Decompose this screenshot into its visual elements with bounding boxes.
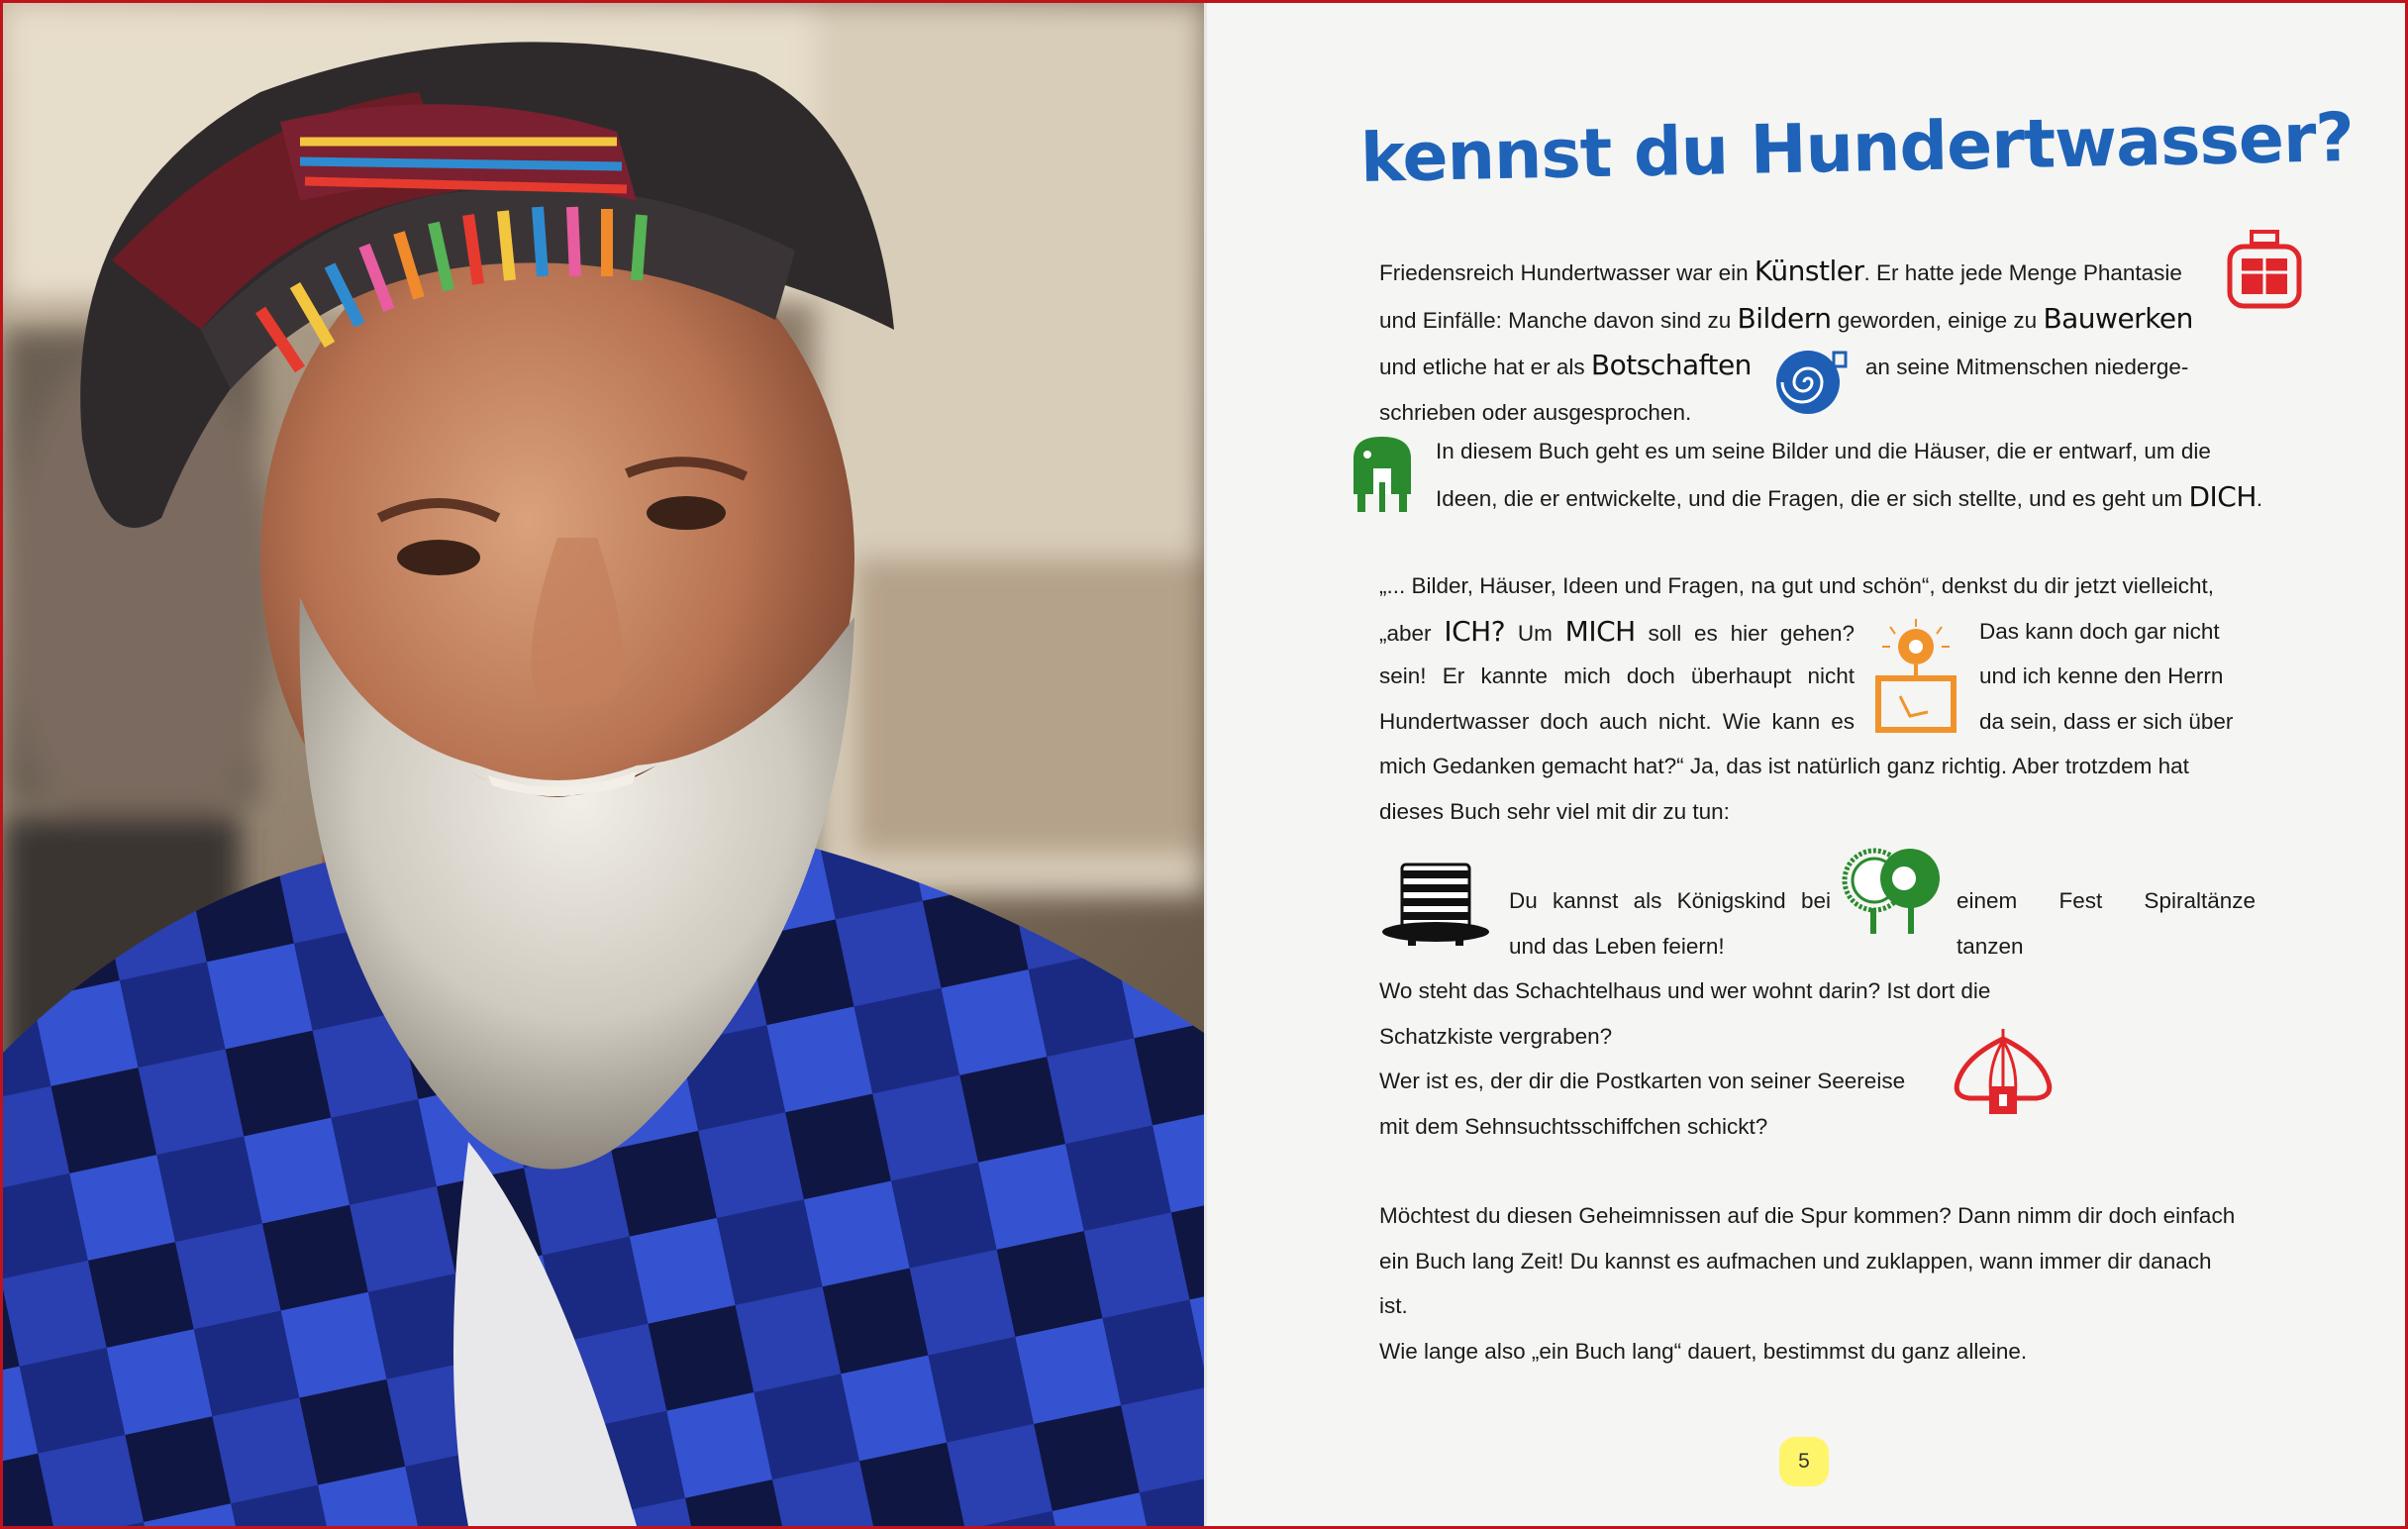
text-line	[1379, 609, 2246, 655]
secrets-paragraph	[1379, 878, 2256, 1149]
text-line: „... Bilder, Häuser, Ideen und Fragen, na gut und schön“, denkst du dir jetzt vielleicht,	[1379, 573, 2214, 598]
highlight-word: Bildern	[1737, 301, 1832, 335]
text-segment: Das kann doch gar nicht	[1979, 618, 2220, 644]
text-line	[1436, 474, 2307, 522]
text-line: Möchtest du diesen Geheimnissen auf die Spur kommen? Dann nimm dir doch einfach	[1379, 1203, 2236, 1228]
page-number: 5	[1779, 1437, 1829, 1486]
highlight-word: Bauwerken	[2043, 301, 2193, 335]
text-line: dieses Buch sehr viel mit dir zu tun:	[1379, 798, 1730, 824]
page-title: kennst du Hundertwasser?	[1359, 99, 2355, 198]
text-segment: Friedensreich Hundertwasser war ein	[1379, 260, 1755, 285]
highlight-word: DICH	[2188, 479, 2257, 513]
intro-paragraph	[1379, 249, 2246, 435]
text-line: Wie lange also „ein Buch lang“ dauert, bestimmst du ganz alleine.	[1379, 1338, 2028, 1364]
text-segment: Ideen, die er entwickelte, und die Fragen, die er sich stellte, und es geht um	[1436, 485, 2189, 511]
right-page	[1207, 3, 2405, 1526]
text-line: Schatzkiste vergraben?	[1379, 1023, 1613, 1049]
text-line	[1379, 654, 2246, 699]
question-paragraph	[1379, 563, 2246, 834]
text-line: In diesem Buch geht es um seine Bilder und die Häuser, die er entwarf, um die	[1436, 439, 2211, 463]
text-segment: an seine Mitmenschen niederge-	[1864, 355, 2189, 379]
closing-paragraph	[1379, 1193, 2246, 1374]
text-segment: Um	[1505, 620, 1565, 646]
text-line: mit dem Sehnsuchtsschiffchen schickt?	[1379, 1113, 1768, 1139]
portrait-photo	[3, 3, 1204, 1526]
text-line	[1379, 249, 2246, 296]
text-line: ein Buch lang Zeit! Du kannst es aufmachen und zuklappen, wann immer dir danach ist.	[1379, 1248, 2212, 1318]
text-segment: und ich kenne den Herrn	[1979, 663, 2224, 688]
highlight-word: Botschaften	[1590, 349, 1752, 381]
text-segment: und Einfälle: Manche davon sind zu	[1379, 307, 1738, 333]
text-segment	[1379, 609, 1855, 657]
text-segment: . Er hatte jede Menge Phantasie	[1863, 260, 2182, 285]
text-line: Wer ist es, der dir die Postkarten von seiner Seereise	[1379, 1069, 1906, 1093]
text-segment: Du kannst als Königskind bei	[1509, 888, 1831, 913]
text-line: schrieben oder ausgesprochen.	[1379, 399, 1692, 425]
highlight-word: MICH	[1564, 614, 1636, 648]
text-segment: .	[2256, 485, 2263, 511]
text-segment: da sein, dass er sich über	[1979, 708, 2234, 734]
text-line: mich Gedanken gemacht hat?“ Ja, das ist natürlich ganz richtig. Aber trotzdem hat	[1379, 754, 2189, 778]
text-line: Wo steht das Schachtelhaus und wer wohnt darin? Ist dort die	[1379, 978, 1991, 1003]
text-line: und das Leben feiern!	[1509, 933, 1725, 959]
topic-paragraph	[1436, 429, 2307, 521]
text-line	[1379, 343, 2246, 390]
text-segment: soll es hier gehen?	[1635, 620, 1855, 646]
text-segment: und etliche hat er als	[1379, 355, 1591, 379]
text-segment: sein! Er kannte mich doch überhaupt nicht	[1379, 663, 1855, 688]
text-segment: geworden, einige zu	[1831, 307, 2044, 333]
text-line	[1379, 699, 2246, 745]
highlight-word: ICH?	[1444, 614, 1506, 648]
text-segment: einem Fest Spiraltänze tanzen	[1956, 888, 2256, 959]
text-segment: Hundertwasser doch auch nicht. Wie kann es	[1379, 708, 1855, 734]
highlight-word: Künstler	[1754, 255, 1864, 287]
text-line	[1379, 296, 2246, 344]
text-segment: „aber	[1379, 620, 1445, 646]
green-house-icon	[1346, 433, 1419, 516]
